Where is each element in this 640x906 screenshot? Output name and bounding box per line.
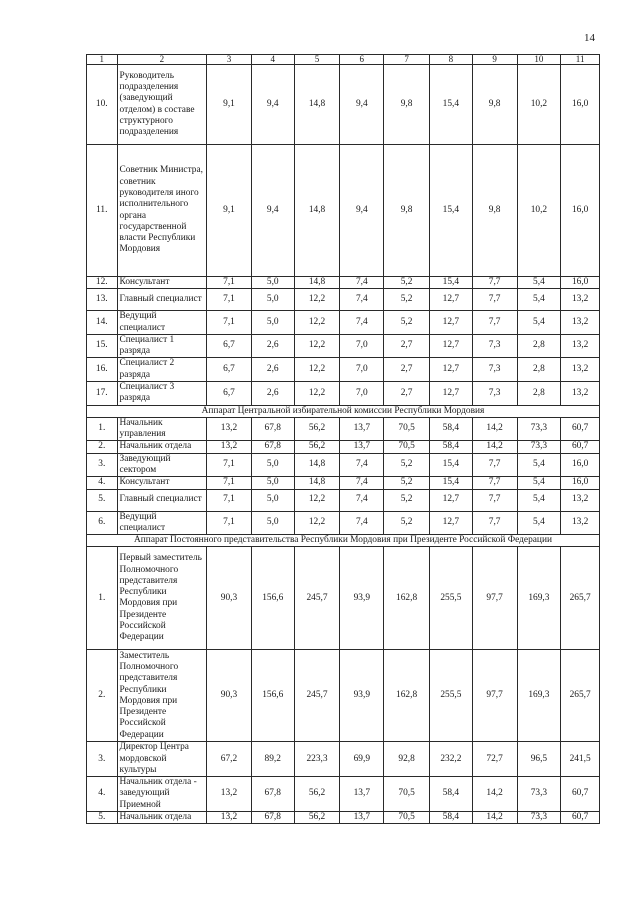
value-cell: 7,4 — [340, 277, 384, 289]
page-number: 14 — [584, 32, 595, 44]
value-cell: 245,7 — [294, 650, 340, 742]
table-row — [87, 358, 600, 382]
value-cell: 162,8 — [384, 547, 430, 650]
value-cell: 7,3 — [472, 334, 517, 358]
value-cell: 14,8 — [294, 65, 340, 145]
position-name-cell: Директор Центра мордовской культуры — [117, 742, 207, 777]
value-cell: 13,2 — [207, 812, 252, 824]
table-row — [87, 453, 600, 477]
position-name-cell: Начальник управления — [117, 417, 207, 441]
column-header: 4 — [251, 55, 294, 65]
column-header: 5 — [294, 55, 340, 65]
table-row — [87, 289, 600, 311]
position-name-cell: Начальник отдела — [117, 441, 207, 453]
value-cell: 7,3 — [472, 358, 517, 382]
section-title: Аппарат Центральной избирательной комиссии Республики Мордовия — [87, 405, 600, 417]
value-cell: 13,2 — [561, 489, 600, 511]
value-cell: 90,3 — [207, 650, 252, 742]
value-cell: 12,2 — [294, 511, 340, 535]
value-cell: 14,8 — [294, 477, 340, 489]
value-cell: 7,4 — [340, 489, 384, 511]
value-cell: 5,4 — [517, 277, 561, 289]
value-cell: 56,2 — [294, 417, 340, 441]
value-cell: 5,0 — [251, 477, 294, 489]
value-cell: 5,2 — [384, 289, 430, 311]
value-cell: 67,8 — [251, 441, 294, 453]
value-cell: 12,7 — [429, 311, 472, 335]
row-number-cell: 13. — [87, 289, 118, 311]
value-cell: 13,2 — [561, 311, 600, 335]
value-cell: 7,4 — [340, 511, 384, 535]
value-cell: 12,2 — [294, 311, 340, 335]
value-cell: 9,8 — [472, 65, 517, 145]
value-cell: 14,8 — [294, 453, 340, 477]
value-cell: 9,8 — [384, 145, 430, 277]
value-cell: 60,7 — [561, 417, 600, 441]
value-cell: 12,7 — [429, 334, 472, 358]
position-name-cell: Специалист 1 разряда — [117, 334, 207, 358]
salary-table — [86, 54, 600, 824]
position-name-cell: Заместитель Полномочного представителя Республики Мордовия при Президенте Российской Федерации — [117, 650, 207, 742]
value-cell: 73,3 — [517, 777, 561, 812]
column-header: 10 — [517, 55, 561, 65]
table-row — [87, 742, 600, 777]
position-name-cell: Консультант — [117, 277, 207, 289]
table-row — [87, 650, 600, 742]
position-name-cell: Консультант — [117, 477, 207, 489]
row-number-cell: 4. — [87, 477, 118, 489]
value-cell: 13,2 — [561, 334, 600, 358]
value-cell: 265,7 — [561, 650, 600, 742]
value-cell: 7,1 — [207, 311, 252, 335]
value-cell: 12,2 — [294, 334, 340, 358]
value-cell: 7,1 — [207, 277, 252, 289]
value-cell: 162,8 — [384, 650, 430, 742]
value-cell: 16,0 — [561, 65, 600, 145]
value-cell: 12,7 — [429, 489, 472, 511]
header-row — [87, 55, 600, 65]
value-cell: 14,2 — [472, 417, 517, 441]
section-header-row — [87, 535, 600, 547]
table-row — [87, 311, 600, 335]
value-cell: 169,3 — [517, 547, 561, 650]
value-cell: 73,3 — [517, 417, 561, 441]
value-cell: 9,8 — [384, 65, 430, 145]
value-cell: 7,7 — [472, 511, 517, 535]
value-cell: 16,0 — [561, 145, 600, 277]
value-cell: 156,6 — [251, 547, 294, 650]
value-cell: 16,0 — [561, 477, 600, 489]
table-row — [87, 489, 600, 511]
value-cell: 14,2 — [472, 812, 517, 824]
row-number-cell: 11. — [87, 145, 118, 277]
position-name-cell: Первый заместитель Полномочного представителя Республики Мордовия при Президенте Российской Федерации — [117, 547, 207, 650]
value-cell: 169,3 — [517, 650, 561, 742]
value-cell: 2,6 — [251, 358, 294, 382]
value-cell: 9,4 — [251, 145, 294, 277]
column-header: 1 — [87, 55, 118, 65]
value-cell: 13,7 — [340, 777, 384, 812]
value-cell: 2,6 — [251, 334, 294, 358]
value-cell: 5,4 — [517, 311, 561, 335]
position-name-cell: Руководитель подразделения (заведующий отделом) в составе структурного подразделения — [117, 65, 207, 145]
value-cell: 232,2 — [429, 742, 472, 777]
table-row — [87, 334, 600, 358]
value-cell: 9,1 — [207, 145, 252, 277]
value-cell: 96,5 — [517, 742, 561, 777]
value-cell: 15,4 — [429, 65, 472, 145]
table-row — [87, 441, 600, 453]
value-cell: 2,7 — [384, 381, 430, 405]
value-cell: 70,5 — [384, 777, 430, 812]
table-row — [87, 65, 600, 145]
value-cell: 7,7 — [472, 311, 517, 335]
value-cell: 16,0 — [561, 277, 600, 289]
row-number-cell: 4. — [87, 777, 118, 812]
value-cell: 67,8 — [251, 417, 294, 441]
value-cell: 67,8 — [251, 777, 294, 812]
value-cell: 9,4 — [340, 145, 384, 277]
value-cell: 7,7 — [472, 489, 517, 511]
value-cell: 7,1 — [207, 511, 252, 535]
value-cell: 5,4 — [517, 453, 561, 477]
value-cell: 7,1 — [207, 477, 252, 489]
value-cell: 15,4 — [429, 145, 472, 277]
value-cell: 223,3 — [294, 742, 340, 777]
value-cell: 7,7 — [472, 453, 517, 477]
row-number-cell: 14. — [87, 311, 118, 335]
row-number-cell: 15. — [87, 334, 118, 358]
value-cell: 13,2 — [561, 511, 600, 535]
position-name-cell: Главный специалист — [117, 489, 207, 511]
value-cell: 10,2 — [517, 145, 561, 277]
row-number-cell: 17. — [87, 381, 118, 405]
value-cell: 9,4 — [251, 65, 294, 145]
value-cell: 13,7 — [340, 417, 384, 441]
value-cell: 5,0 — [251, 511, 294, 535]
value-cell: 13,2 — [561, 381, 600, 405]
value-cell: 70,5 — [384, 441, 430, 453]
position-name-cell: Начальник отдела - заведующий Приемной — [117, 777, 207, 812]
value-cell: 245,7 — [294, 547, 340, 650]
row-number-cell: 3. — [87, 742, 118, 777]
value-cell: 56,2 — [294, 441, 340, 453]
value-cell: 7,4 — [340, 289, 384, 311]
value-cell: 7,1 — [207, 489, 252, 511]
value-cell: 7,7 — [472, 477, 517, 489]
value-cell: 58,4 — [429, 777, 472, 812]
value-cell: 67,2 — [207, 742, 252, 777]
table-row — [87, 547, 600, 650]
value-cell: 13,2 — [207, 777, 252, 812]
value-cell: 2,8 — [517, 381, 561, 405]
value-cell: 2,8 — [517, 358, 561, 382]
row-number-cell: 3. — [87, 453, 118, 477]
value-cell: 7,7 — [472, 277, 517, 289]
column-header: 7 — [384, 55, 430, 65]
table-row — [87, 477, 600, 489]
column-header: 2 — [117, 55, 207, 65]
row-number-cell: 1. — [87, 417, 118, 441]
value-cell: 5,0 — [251, 289, 294, 311]
value-cell: 12,2 — [294, 489, 340, 511]
column-header: 8 — [429, 55, 472, 65]
value-cell: 12,7 — [429, 511, 472, 535]
value-cell: 9,8 — [472, 145, 517, 277]
value-cell: 15,4 — [429, 453, 472, 477]
position-name-cell: Ведущий специалист — [117, 311, 207, 335]
value-cell: 5,4 — [517, 489, 561, 511]
value-cell: 93,9 — [340, 547, 384, 650]
table-body — [87, 55, 600, 824]
value-cell: 72,7 — [472, 742, 517, 777]
column-header: 3 — [207, 55, 252, 65]
value-cell: 255,5 — [429, 650, 472, 742]
row-number-cell: 6. — [87, 511, 118, 535]
value-cell: 15,4 — [429, 277, 472, 289]
value-cell: 73,3 — [517, 441, 561, 453]
value-cell: 5,4 — [517, 477, 561, 489]
value-cell: 56,2 — [294, 812, 340, 824]
row-number-cell: 1. — [87, 547, 118, 650]
value-cell: 9,4 — [340, 65, 384, 145]
position-name-cell: Советник Министра, советник руководителя иного исполнительного органа государственной власти Республики Мордовия — [117, 145, 207, 277]
value-cell: 13,7 — [340, 812, 384, 824]
value-cell: 7,3 — [472, 381, 517, 405]
row-number-cell: 5. — [87, 812, 118, 824]
value-cell: 5,0 — [251, 489, 294, 511]
row-number-cell: 16. — [87, 358, 118, 382]
value-cell: 2,8 — [517, 334, 561, 358]
value-cell: 15,4 — [429, 477, 472, 489]
value-cell: 12,2 — [294, 358, 340, 382]
value-cell: 7,7 — [472, 289, 517, 311]
value-cell: 7,1 — [207, 289, 252, 311]
table-row — [87, 381, 600, 405]
value-cell: 56,2 — [294, 777, 340, 812]
value-cell: 5,2 — [384, 489, 430, 511]
value-cell: 58,4 — [429, 812, 472, 824]
value-cell: 5,2 — [384, 277, 430, 289]
value-cell: 7,4 — [340, 453, 384, 477]
value-cell: 265,7 — [561, 547, 600, 650]
value-cell: 7,0 — [340, 358, 384, 382]
value-cell: 69,9 — [340, 742, 384, 777]
value-cell: 12,7 — [429, 358, 472, 382]
position-name-cell: Специалист 3 разряда — [117, 381, 207, 405]
value-cell: 97,7 — [472, 650, 517, 742]
value-cell: 97,7 — [472, 547, 517, 650]
value-cell: 5,2 — [384, 311, 430, 335]
value-cell: 13,2 — [561, 289, 600, 311]
value-cell: 67,8 — [251, 812, 294, 824]
value-cell: 9,1 — [207, 65, 252, 145]
column-header: 9 — [472, 55, 517, 65]
value-cell: 58,4 — [429, 417, 472, 441]
value-cell: 93,9 — [340, 650, 384, 742]
value-cell: 2,6 — [251, 381, 294, 405]
value-cell: 13,2 — [207, 417, 252, 441]
column-header: 11 — [561, 55, 600, 65]
value-cell: 14,2 — [472, 441, 517, 453]
value-cell: 5,2 — [384, 511, 430, 535]
table-row — [87, 417, 600, 441]
value-cell: 156,6 — [251, 650, 294, 742]
table-row — [87, 277, 600, 289]
value-cell: 5,0 — [251, 277, 294, 289]
value-cell: 60,7 — [561, 441, 600, 453]
value-cell: 14,8 — [294, 277, 340, 289]
value-cell: 7,4 — [340, 477, 384, 489]
value-cell: 10,2 — [517, 65, 561, 145]
value-cell: 89,2 — [251, 742, 294, 777]
value-cell: 7,0 — [340, 381, 384, 405]
value-cell: 2,7 — [384, 334, 430, 358]
position-name-cell: Начальник отдела — [117, 812, 207, 824]
section-header-row — [87, 405, 600, 417]
row-number-cell: 5. — [87, 489, 118, 511]
table-row — [87, 511, 600, 535]
value-cell: 12,2 — [294, 381, 340, 405]
value-cell: 5,2 — [384, 453, 430, 477]
position-name-cell: Заведующий сектором — [117, 453, 207, 477]
value-cell: 6,7 — [207, 358, 252, 382]
table-row — [87, 812, 600, 824]
value-cell: 5,4 — [517, 289, 561, 311]
column-header: 6 — [340, 55, 384, 65]
value-cell: 12,2 — [294, 289, 340, 311]
value-cell: 241,5 — [561, 742, 600, 777]
row-number-cell: 12. — [87, 277, 118, 289]
value-cell: 13,7 — [340, 441, 384, 453]
value-cell: 14,2 — [472, 777, 517, 812]
value-cell: 6,7 — [207, 381, 252, 405]
value-cell: 60,7 — [561, 777, 600, 812]
value-cell: 255,5 — [429, 547, 472, 650]
value-cell: 5,2 — [384, 477, 430, 489]
value-cell: 58,4 — [429, 441, 472, 453]
value-cell: 5,4 — [517, 511, 561, 535]
value-cell: 92,8 — [384, 742, 430, 777]
position-name-cell: Специалист 2 разряда — [117, 358, 207, 382]
value-cell: 70,5 — [384, 417, 430, 441]
value-cell: 16,0 — [561, 453, 600, 477]
row-number-cell: 2. — [87, 650, 118, 742]
value-cell: 13,2 — [207, 441, 252, 453]
value-cell: 6,7 — [207, 334, 252, 358]
value-cell: 5,0 — [251, 453, 294, 477]
value-cell: 7,0 — [340, 334, 384, 358]
value-cell: 70,5 — [384, 812, 430, 824]
value-cell: 2,7 — [384, 358, 430, 382]
value-cell: 13,2 — [561, 358, 600, 382]
position-name-cell: Главный специалист — [117, 289, 207, 311]
table-row — [87, 777, 600, 812]
position-name-cell: Ведущий специалист — [117, 511, 207, 535]
table-row — [87, 145, 600, 277]
value-cell: 12,7 — [429, 381, 472, 405]
row-number-cell: 2. — [87, 441, 118, 453]
value-cell: 12,7 — [429, 289, 472, 311]
value-cell: 73,3 — [517, 812, 561, 824]
value-cell: 14,8 — [294, 145, 340, 277]
value-cell: 7,1 — [207, 453, 252, 477]
value-cell: 5,0 — [251, 311, 294, 335]
value-cell: 60,7 — [561, 812, 600, 824]
row-number-cell: 10. — [87, 65, 118, 145]
section-title: Аппарат Постоянного представительства Республики Мордовия при Президенте Российской Федерации — [87, 535, 600, 547]
value-cell: 7,4 — [340, 311, 384, 335]
value-cell: 90,3 — [207, 547, 252, 650]
